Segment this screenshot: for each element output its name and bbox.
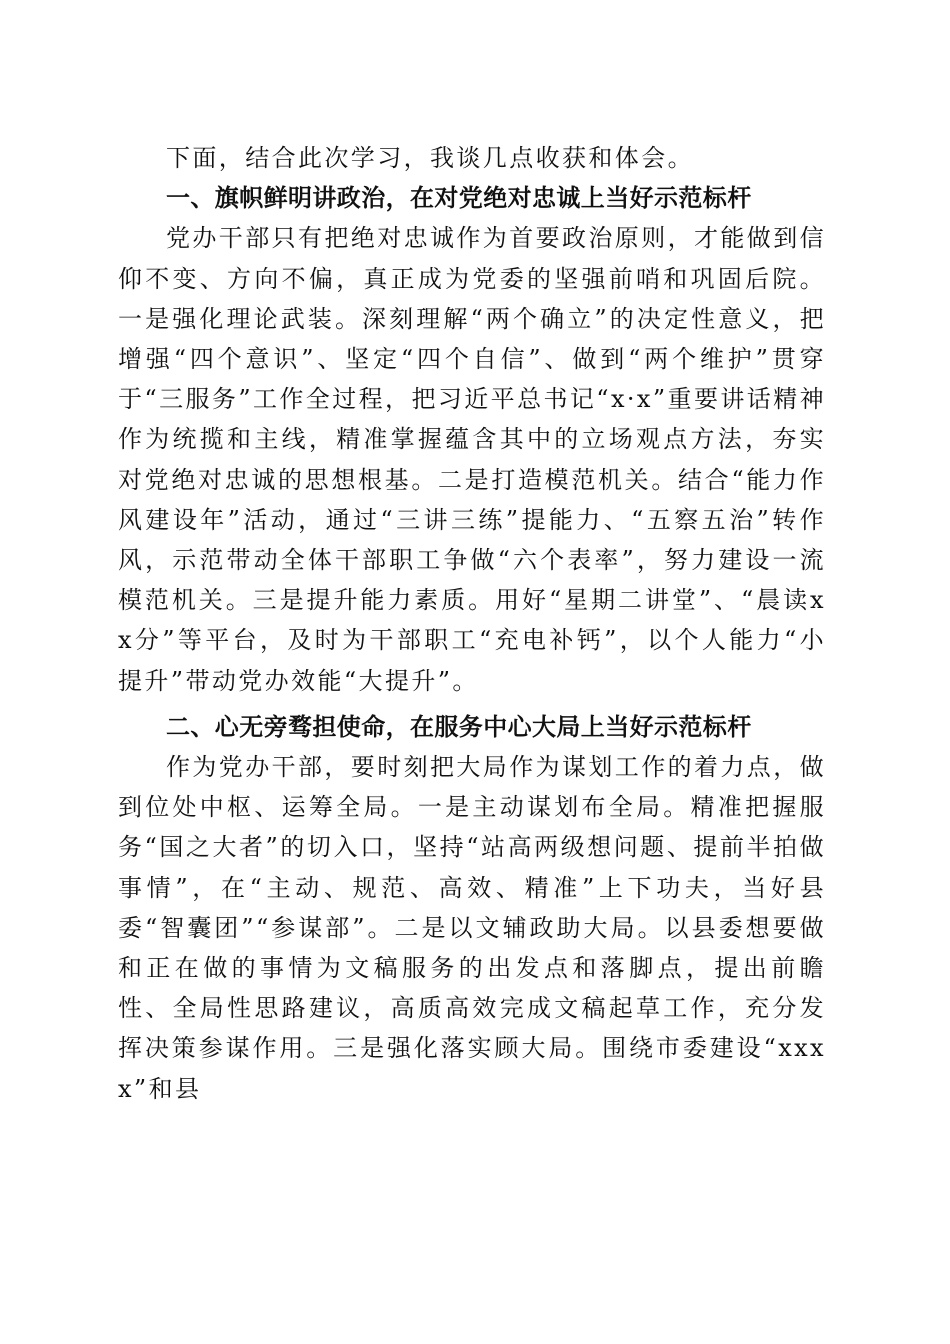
section-2-body: 作为党办干部，要时刻把大局作为谋划工作的着力点，做到位处中枢、运筹全局。一是主动谋划布全局。精准把握服务“国之大者”的切入口，坚持“站高两级想问题、提前半拍做事情”，在“主动、规范、高效、精准”上下功夫，当好县委“智囊团”“参谋部”。二是以文辅政助大局。以县委想要做和正在做的事情为文稿服务的出发点和落脚点，提出前瞻性、全局性思路建议，高质高效完成文稿起草工作，充分发挥决策参谋作用。三是强化落实顾大局。围绕市委建设“xxxx”和县 — [118, 753, 826, 1103]
section-2-heading: 二、心无旁骛担使命，在服务中心大局上当好示范标杆 — [166, 712, 752, 741]
intro-paragraph: 下面，结合此次学习，我谈几点收获和体会。 — [166, 144, 694, 172]
document-page — [118, 138, 826, 1109]
section-1-body: 党办干部只有把绝对忠诚作为首要政治原则，才能做到信仰不变、方向不偏，真正成为党委的坚强前哨和巩固后院。一是强化理论武装。深刻理解“两个确立”的决定性意义，把增强“四个意识”、坚定“四个自信”、做到“两个维护”贯穿于“三服务”工作全过程，把习近平总书记“x·x”重要讲话精神作为统揽和主线，精准掌握蕴含其中的立场观点方法，夯实对党绝对忠诚的思想根基。二是打造模范机关。结合“能力作风建设年”活动，通过“三讲三练”提能力、“五察五治”转作风，示范带动全体干部职工争做“六个表率”，努力建设一流模范机关。三是提升能力素质。用好“星期二讲堂”、“晨读xx分”等平台，及时为干部职工“充电补钙”，以个人能力“小提升”带动党办效能“大提升”。 — [118, 224, 826, 695]
section-1-heading: 一、旗帜鲜明讲政治，在对党绝对忠诚上当好示范标杆 — [166, 184, 752, 213]
